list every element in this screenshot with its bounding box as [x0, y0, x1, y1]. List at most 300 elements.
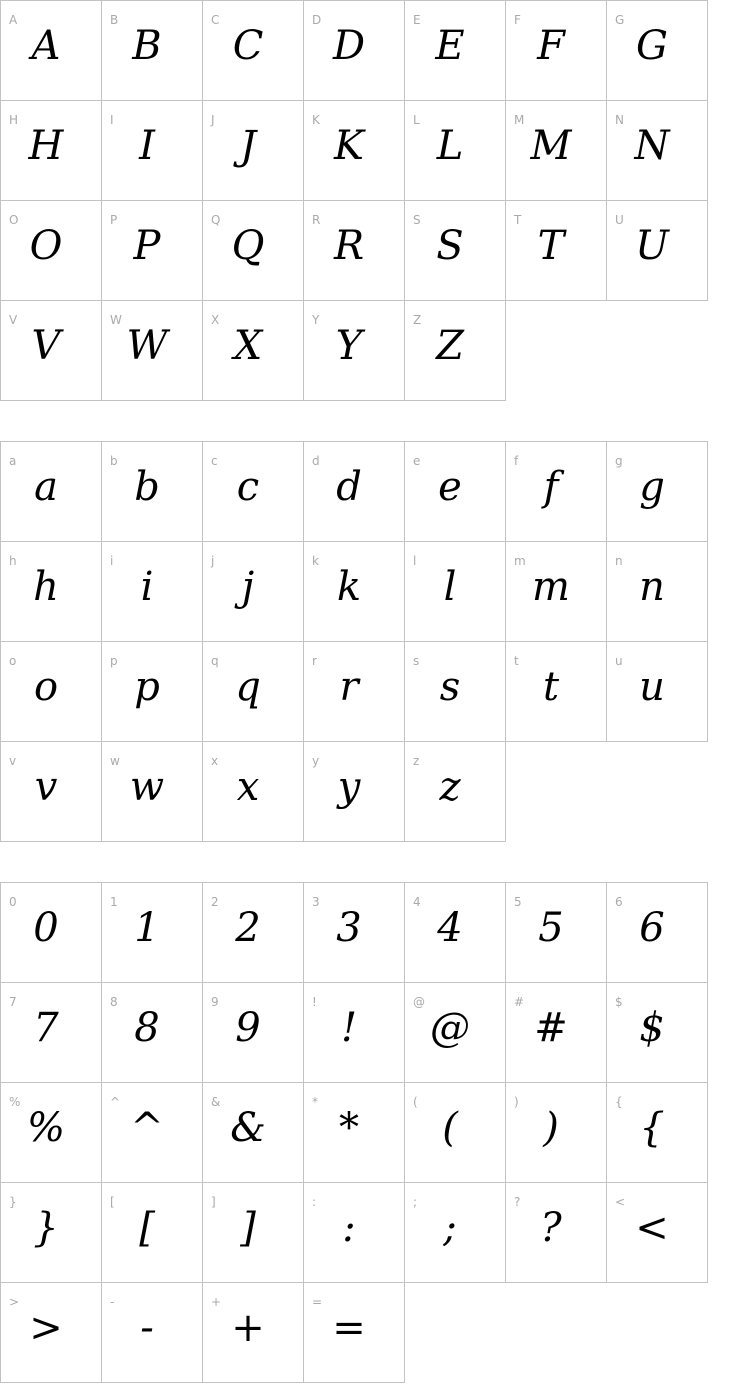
char-row — [1, 742, 708, 842]
char-code-label: a — [9, 454, 17, 468]
char-cell-inner — [203, 1083, 303, 1182]
char-cell-1 — [102, 883, 203, 983]
char-glyph: # — [534, 1005, 568, 1051]
char-cell-inner — [1, 742, 101, 841]
char-cell-Z — [405, 301, 506, 401]
char-cell-inner — [506, 201, 606, 300]
char-cell-inner — [102, 542, 202, 641]
char-glyph: M — [530, 123, 572, 169]
char-cell-< — [607, 1183, 708, 1283]
char-code-label: 4 — [413, 895, 421, 909]
char-cell-& — [203, 1083, 304, 1183]
char-cell-p — [102, 642, 203, 742]
char-cell-! — [304, 983, 405, 1083]
char-cell-N — [607, 101, 708, 201]
char-glyph: ( — [442, 1105, 458, 1151]
char-code-label: u — [615, 654, 623, 668]
char-row — [1, 101, 708, 201]
char-glyph: V — [31, 323, 61, 369]
char-glyph: ^ — [130, 1105, 164, 1151]
char-cell-inner — [304, 642, 404, 741]
char-glyph: ] — [240, 1205, 256, 1251]
char-code-label: w — [110, 754, 120, 768]
char-code-label: [ — [110, 1195, 115, 1209]
char-cell-inner — [304, 542, 404, 641]
char-cell-m — [506, 542, 607, 642]
char-glyph: b — [134, 464, 160, 510]
char-cell-o — [1, 642, 102, 742]
char-glyph: 1 — [134, 905, 160, 951]
char-row — [1, 1183, 708, 1283]
char-code-label: > — [9, 1295, 20, 1309]
char-cell-inner — [304, 1283, 404, 1382]
char-cell-@ — [405, 983, 506, 1083]
char-cell-inner — [405, 1, 505, 100]
char-code-label: k — [312, 554, 319, 568]
char-cell-F — [506, 1, 607, 101]
char-cell-7 — [1, 983, 102, 1083]
char-glyph: l — [443, 564, 457, 610]
char-cell-inner — [1, 1183, 101, 1282]
char-code-label: Y — [312, 313, 320, 327]
char-code-label: y — [312, 754, 320, 768]
char-cell-inner — [607, 983, 707, 1082]
char-cell-inner — [1, 301, 101, 400]
char-cell-inner — [102, 742, 202, 841]
char-code-label: q — [211, 654, 219, 668]
char-glyph: H — [28, 123, 64, 169]
char-row — [1, 542, 708, 642]
char-cell-inner — [405, 542, 505, 641]
char-code-label: M — [514, 113, 525, 127]
char-cell-inner — [304, 883, 404, 982]
char-cell-inner — [102, 1083, 202, 1182]
char-glyph: + — [231, 1305, 265, 1351]
char-glyph: j — [241, 564, 255, 610]
char-cell-8 — [102, 983, 203, 1083]
char-code-label: p — [110, 654, 118, 668]
char-glyph: 7 — [33, 1005, 59, 1051]
char-code-label: d — [312, 454, 320, 468]
char-cell-v — [1, 742, 102, 842]
char-glyph: * — [339, 1105, 359, 1151]
char-cell-inner — [1, 983, 101, 1082]
char-glyph: ; — [443, 1205, 457, 1251]
char-cell-inner — [203, 983, 303, 1082]
char-code-label: x — [211, 754, 219, 768]
char-cell-: — [304, 1183, 405, 1283]
char-cell-inner — [607, 1083, 707, 1182]
char-glyph: : — [342, 1205, 356, 1251]
char-cell-y — [304, 742, 405, 842]
lowercase-grid — [0, 441, 708, 842]
char-cell-= — [304, 1283, 405, 1383]
char-glyph: < — [635, 1205, 669, 1251]
char-code-label: 1 — [110, 895, 118, 909]
char-code-label: N — [615, 113, 624, 127]
char-glyph: o — [33, 664, 59, 710]
char-cell-inner — [405, 301, 505, 400]
char-cell-inner — [203, 642, 303, 741]
char-glyph: f — [543, 464, 559, 510]
char-code-label: s — [413, 654, 420, 668]
char-cell-V — [1, 301, 102, 401]
char-glyph: = — [332, 1305, 366, 1351]
char-cell-inner — [607, 883, 707, 982]
char-code-label: < — [615, 1195, 626, 1209]
char-cell-u — [607, 642, 708, 742]
char-glyph: B — [132, 23, 162, 69]
char-cell-inner — [506, 542, 606, 641]
char-cell-E — [405, 1, 506, 101]
char-cell-inner — [1, 883, 101, 982]
char-cell-$ — [607, 983, 708, 1083]
char-code-label: ] — [211, 1195, 216, 1209]
char-cell-inner — [506, 1083, 606, 1182]
char-cell-inner — [304, 1, 404, 100]
char-code-label: 0 — [9, 895, 17, 909]
char-code-label: 3 — [312, 895, 320, 909]
char-cell-inner — [102, 101, 202, 200]
char-code-label: = — [312, 1295, 323, 1309]
char-glyph: K — [334, 123, 364, 169]
char-code-label: { — [615, 1095, 623, 1109]
char-glyph: h — [33, 564, 59, 610]
char-glyph: W — [126, 323, 168, 369]
char-cell-inner — [203, 201, 303, 300]
char-code-label: ; — [413, 1195, 418, 1209]
char-cell-inner — [102, 301, 202, 400]
char-row — [1, 642, 708, 742]
char-glyph: & — [230, 1105, 266, 1151]
char-glyph: 6 — [639, 905, 665, 951]
char-code-label: I — [110, 113, 114, 127]
char-glyph: z — [439, 764, 461, 810]
char-glyph: 5 — [538, 905, 564, 951]
char-row — [1, 301, 708, 401]
char-cell-inner — [607, 101, 707, 200]
char-code-label: K — [312, 113, 320, 127]
char-code-label: % — [9, 1095, 21, 1109]
char-cell-inner — [405, 983, 505, 1082]
char-row — [1, 883, 708, 983]
char-code-label: & — [211, 1095, 221, 1109]
char-cell-inner — [1, 542, 101, 641]
char-code-label: Z — [413, 313, 422, 327]
char-cell-Y — [304, 301, 405, 401]
char-cell-inner — [203, 301, 303, 400]
char-code-label: V — [9, 313, 18, 327]
char-code-label: h — [9, 554, 17, 568]
char-glyph: 9 — [235, 1005, 261, 1051]
char-code-label: 5 — [514, 895, 522, 909]
char-cell-inner — [304, 301, 404, 400]
char-cell-inner — [203, 1183, 303, 1282]
char-code-label: @ — [413, 995, 425, 1009]
char-code-label: D — [312, 13, 322, 27]
char-cell-q — [203, 642, 304, 742]
char-glyph: 0 — [33, 905, 59, 951]
char-cell-M — [506, 101, 607, 201]
char-code-label: L — [413, 113, 420, 127]
char-glyph: 2 — [235, 905, 261, 951]
char-cell-- — [102, 1283, 203, 1383]
char-glyph: L — [436, 123, 464, 169]
char-cell-inner — [506, 1, 606, 100]
char-cell-+ — [203, 1283, 304, 1383]
char-cell-> — [1, 1283, 102, 1383]
char-glyph: @ — [430, 1005, 470, 1051]
char-code-label: z — [413, 754, 420, 768]
char-row — [1, 983, 708, 1083]
char-code-label: ) — [514, 1095, 519, 1109]
char-cell-5 — [506, 883, 607, 983]
char-glyph: P — [133, 223, 161, 269]
char-cell-inner — [203, 1, 303, 100]
char-cell-U — [607, 201, 708, 301]
char-code-label: E — [413, 13, 421, 27]
char-cell-inner — [1, 1083, 101, 1182]
char-glyph: $ — [639, 1005, 665, 1051]
char-cell-A — [1, 1, 102, 101]
char-glyph: R — [333, 223, 365, 269]
char-cell-inner — [405, 1183, 505, 1282]
char-glyph: i — [140, 564, 154, 610]
char-code-label: S — [413, 213, 421, 227]
char-cell-inner — [304, 201, 404, 300]
char-glyph: d — [336, 464, 362, 510]
char-glyph: D — [332, 23, 366, 69]
char-cell-inner — [506, 101, 606, 200]
char-cell-S — [405, 201, 506, 301]
char-code-label: 8 — [110, 995, 118, 1009]
char-cell-G — [607, 1, 708, 101]
char-glyph: F — [537, 23, 565, 69]
char-glyph: u — [639, 664, 665, 710]
char-code-label: 7 — [9, 995, 17, 1009]
char-glyph: > — [29, 1305, 63, 1351]
char-cell-inner — [203, 1283, 303, 1382]
char-cell-inner — [607, 642, 707, 741]
char-code-label: l — [413, 554, 417, 568]
char-cell-j — [203, 542, 304, 642]
char-cell-e — [405, 442, 506, 542]
char-glyph: ! — [340, 1005, 358, 1051]
char-cell-* — [304, 1083, 405, 1183]
char-cell-inner — [203, 742, 303, 841]
char-cell-inner — [607, 442, 707, 541]
char-cell-inner — [1, 1283, 101, 1382]
char-cell-n — [607, 542, 708, 642]
char-cell-2 — [203, 883, 304, 983]
char-cell-inner — [102, 642, 202, 741]
char-cell-D — [304, 1, 405, 101]
char-cell-4 — [405, 883, 506, 983]
char-cell-inner — [405, 101, 505, 200]
char-code-label: F — [514, 13, 521, 27]
char-cell-inner — [102, 883, 202, 982]
char-cell-inner — [506, 1183, 606, 1282]
uppercase-grid — [0, 0, 708, 401]
char-cell-W — [102, 301, 203, 401]
char-glyph: C — [232, 23, 264, 69]
digits-symbols-grid — [0, 882, 708, 1383]
char-cell-? — [506, 1183, 607, 1283]
char-glyph: y — [337, 764, 361, 810]
char-cell-inner — [1, 442, 101, 541]
char-cell-6 — [607, 883, 708, 983]
char-glyph: 3 — [336, 905, 362, 951]
char-code-label: i — [110, 554, 114, 568]
char-code-label: c — [211, 454, 218, 468]
char-cell-{ — [607, 1083, 708, 1183]
char-cell-inner — [607, 1183, 707, 1282]
char-glyph: v — [34, 764, 58, 810]
char-glyph: - — [140, 1305, 154, 1351]
char-glyph: t — [542, 664, 560, 710]
char-cell-# — [506, 983, 607, 1083]
char-code-label: j — [211, 554, 215, 568]
char-code-label: A — [9, 13, 18, 27]
char-cell-inner — [506, 883, 606, 982]
char-cell-a — [1, 442, 102, 542]
char-code-label: T — [514, 213, 522, 227]
char-cell-inner — [506, 642, 606, 741]
char-cell-C — [203, 1, 304, 101]
char-code-label: U — [615, 213, 624, 227]
char-cell-inner — [405, 1083, 505, 1182]
char-code-label: ( — [413, 1095, 418, 1109]
char-cell-3 — [304, 883, 405, 983]
char-code-label: R — [312, 213, 321, 227]
char-code-label: r — [312, 654, 317, 668]
char-glyph: A — [31, 23, 61, 69]
char-cell-9 — [203, 983, 304, 1083]
char-glyph: % — [26, 1105, 65, 1151]
char-cell-inner — [607, 201, 707, 300]
char-glyph: U — [635, 223, 669, 269]
char-code-label: W — [110, 313, 122, 327]
char-glyph: x — [236, 764, 260, 810]
char-row — [1, 1283, 708, 1383]
char-code-label: ! — [312, 995, 317, 1009]
char-code-label: 2 — [211, 895, 219, 909]
char-glyph: N — [634, 123, 670, 169]
char-code-label: O — [9, 213, 19, 227]
char-cell-b — [102, 442, 203, 542]
char-cell-h — [1, 542, 102, 642]
char-glyph: O — [29, 223, 63, 269]
char-glyph: I — [139, 123, 155, 169]
char-cell-f — [506, 442, 607, 542]
char-code-label: C — [211, 13, 220, 27]
char-glyph: c — [236, 464, 260, 510]
char-code-label: B — [110, 13, 119, 27]
char-code-label: G — [615, 13, 625, 27]
char-glyph: s — [439, 664, 461, 710]
char-code-label: X — [211, 313, 220, 327]
char-code-label: t — [514, 654, 519, 668]
char-cell-^ — [102, 1083, 203, 1183]
char-cell-inner — [102, 201, 202, 300]
char-glyph: 4 — [437, 905, 463, 951]
char-glyph: { — [639, 1105, 665, 1151]
char-cell-inner — [102, 442, 202, 541]
char-cell-inner — [304, 1083, 404, 1182]
char-cell-inner — [203, 101, 303, 200]
char-cell-i — [102, 542, 203, 642]
char-code-label: 6 — [615, 895, 623, 909]
char-code-label: n — [615, 554, 623, 568]
char-cell-inner — [405, 201, 505, 300]
char-cell-inner — [304, 742, 404, 841]
char-cell-; — [405, 1183, 506, 1283]
char-cell-[ — [102, 1183, 203, 1283]
char-row — [1, 201, 708, 301]
char-glyph: q — [235, 664, 261, 710]
char-glyph: T — [537, 223, 565, 269]
char-cell-inner — [1, 642, 101, 741]
char-cell-inner — [506, 983, 606, 1082]
char-code-label: 9 — [211, 995, 219, 1009]
char-cell-H — [1, 101, 102, 201]
char-code-label: * — [312, 1095, 318, 1109]
char-cell-c — [203, 442, 304, 542]
char-cell-B — [102, 1, 203, 101]
char-glyph: p — [134, 664, 160, 710]
char-glyph: E — [435, 23, 465, 69]
char-glyph: G — [636, 23, 668, 69]
char-code-label: # — [514, 995, 525, 1009]
char-cell-% — [1, 1083, 102, 1183]
char-code-label: Q — [211, 213, 221, 227]
char-glyph: } — [33, 1205, 59, 1251]
char-cell-inner — [102, 1, 202, 100]
char-row — [1, 442, 708, 542]
char-cell-l — [405, 542, 506, 642]
char-cell-g — [607, 442, 708, 542]
char-cell-X — [203, 301, 304, 401]
char-cell-0 — [1, 883, 102, 983]
char-cell-inner — [607, 1, 707, 100]
char-code-label: ? — [514, 1195, 521, 1209]
char-code-label: g — [615, 454, 623, 468]
char-glyph: n — [639, 564, 665, 610]
char-cell-inner — [102, 1283, 202, 1382]
char-cell-inner — [1, 101, 101, 200]
char-cell-T — [506, 201, 607, 301]
char-glyph: Z — [436, 323, 464, 369]
char-code-label: : — [312, 1195, 317, 1209]
char-code-label: $ — [615, 995, 623, 1009]
char-cell-inner — [607, 542, 707, 641]
char-glyph: Q — [231, 223, 265, 269]
char-cell-z — [405, 742, 506, 842]
char-cell-inner — [203, 542, 303, 641]
char-code-label: H — [9, 113, 19, 127]
char-glyph: 8 — [134, 1005, 160, 1051]
char-cell-] — [203, 1183, 304, 1283]
char-cell-inner — [304, 1183, 404, 1282]
char-code-label: v — [9, 754, 17, 768]
char-cell-( — [405, 1083, 506, 1183]
char-glyph: X — [233, 323, 263, 369]
char-glyph: w — [129, 764, 165, 810]
char-cell-k — [304, 542, 405, 642]
char-cell-inner — [506, 442, 606, 541]
char-glyph: k — [336, 564, 362, 610]
char-cell-t — [506, 642, 607, 742]
